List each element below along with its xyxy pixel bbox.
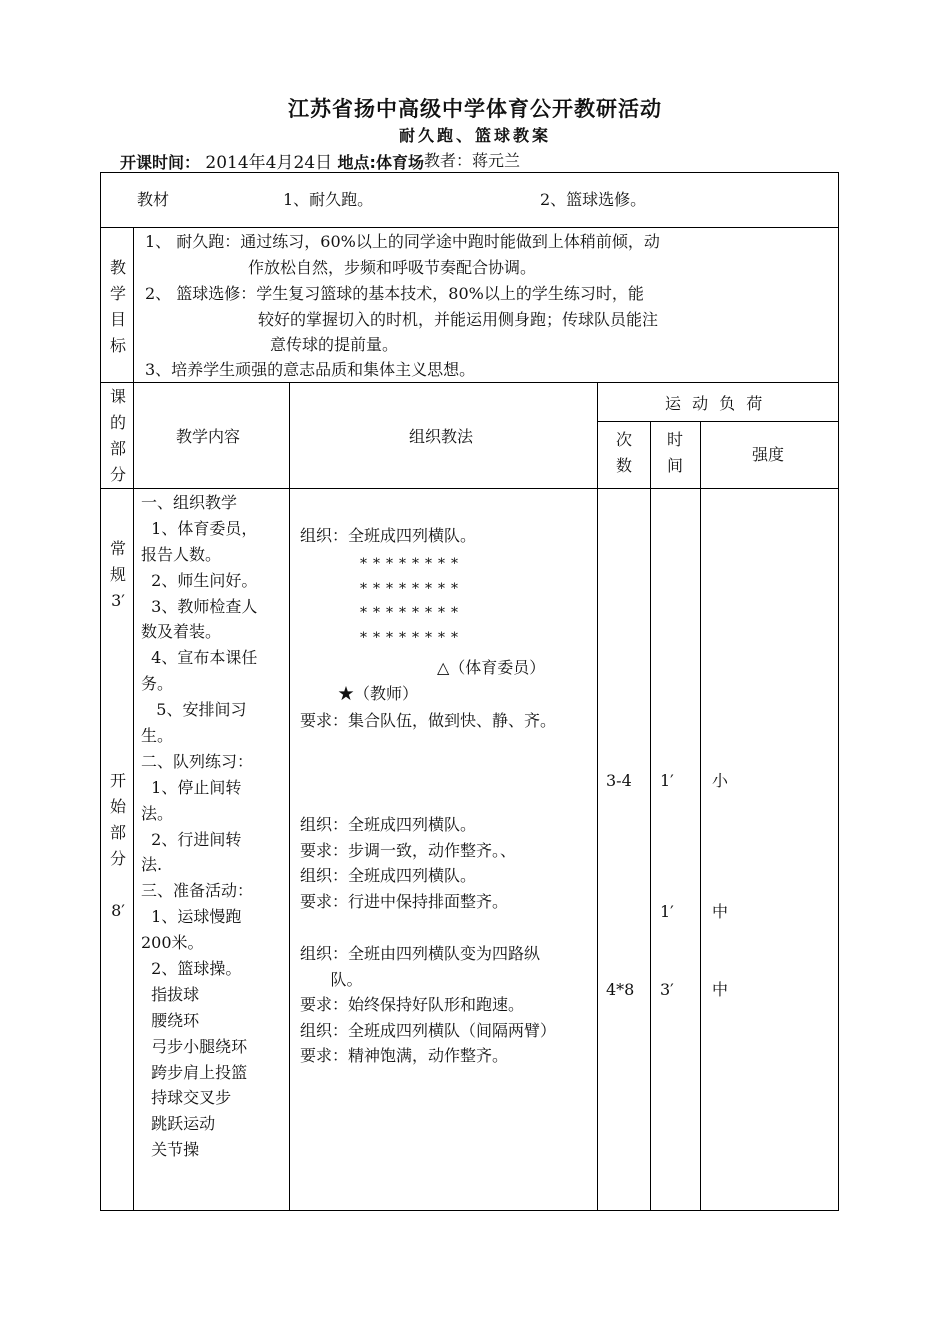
formation-req: 要求：集合队伍，做到快、静、齐。 <box>300 711 557 730</box>
material-item-1: 1、耐久跑。 <box>283 190 374 209</box>
warmup-line: 组织：全班成四列横队（间隔两臂） <box>300 1020 557 1040</box>
monitor-mark: △（体育委员） <box>437 658 546 677</box>
content-line: 数及着装。 <box>141 622 222 642</box>
teacher-name: 教者：蒋元兰 <box>423 151 520 170</box>
lesson-date: 2014年4月24日 <box>205 153 333 173</box>
objective-line-6: 3、培养学生顽强的意志品质和集体主义思想。 <box>145 360 476 379</box>
drill-line: 组织：全班成四列横队。 <box>300 866 477 885</box>
objective-line-2: 作放松自然，步频和呼吸节奏配合协调。 <box>248 258 537 277</box>
part-header-text: 课的部分 <box>109 387 126 484</box>
content-line: 关节操 <box>141 1140 200 1160</box>
content-line: 1、运球慢跑 <box>141 907 242 927</box>
load-times: 3-4 <box>606 771 632 790</box>
method-header: 组织教法 <box>409 427 474 446</box>
content-line: 务。 <box>141 674 174 694</box>
times-header-text: 次数 <box>615 430 632 475</box>
objective-line-4: 较好的掌握切入的时机，并能运用侧身跑；传球队员能注 <box>258 310 659 329</box>
content-line: 2、师生问好。 <box>141 570 258 590</box>
content-line: 3、教师检查人 <box>141 596 258 616</box>
content-line: 生。 <box>141 726 174 746</box>
part-routine-text: 常规3′ <box>109 539 126 610</box>
content-line: 1、停止间转 <box>141 777 242 797</box>
objectives-label <box>103 255 133 359</box>
star-row: ******** <box>360 605 464 621</box>
drill-line: 要求：步调一致，动作整齐。、 <box>300 840 517 860</box>
warmup-line: 队。 <box>300 969 363 989</box>
content-line: 弓步小腿绕环 <box>141 1036 248 1056</box>
objective-line-5: 意传球的提前量。 <box>270 335 399 354</box>
load-intensity: 中 <box>712 902 729 921</box>
content-line: 200米。 <box>141 933 204 953</box>
load-intensity: 中 <box>712 980 729 999</box>
load-duration: 1′ <box>660 902 674 921</box>
warmup-notes <box>300 941 556 1069</box>
material-label: 教材 <box>137 190 170 209</box>
warmup-line: 要求：精神饱满，动作整齐。 <box>300 1046 509 1065</box>
intensity-header: 强度 <box>752 445 785 464</box>
part-start <box>103 768 133 872</box>
load-duration: 3′ <box>660 980 674 999</box>
content-line: 2、篮球操。 <box>141 959 242 979</box>
time-label: 开课时间： <box>120 153 201 172</box>
load-intensity: 小 <box>712 771 729 790</box>
part-duration-text: 8′ <box>111 901 125 920</box>
content-line: 二、队列练习： <box>141 751 254 771</box>
part-routine <box>103 536 133 614</box>
objective-line-1: 1、 耐久跑：通过练习，60%以上的同学途中跑时能做到上体稍前倾，动 <box>145 232 660 251</box>
formation-stars <box>360 552 464 650</box>
document-title: 江苏省扬中高级中学体育公开教研活动 <box>288 97 662 121</box>
content-line: 一、组织教学 <box>141 493 238 512</box>
star-row: ******** <box>360 629 464 646</box>
teacher-mark: ★（教师） <box>338 684 419 703</box>
objective-line-3: 2、 篮球选修：学生复习篮球的基本技术，80%以上的学生练习时，能 <box>145 284 644 303</box>
objectives-label-text: 教学目标 <box>109 258 126 355</box>
drill-line: 要求：行进中保持排面整齐。 <box>300 891 509 911</box>
content-line: 指拔球 <box>141 984 200 1004</box>
content-line: 持球交叉步 <box>141 1088 232 1108</box>
content-line: 4、宣布本课任 <box>141 648 258 668</box>
duration-header <box>660 427 690 479</box>
document-subtitle: 耐久跑、篮球教案 <box>398 126 551 145</box>
content-line: 法。 <box>141 803 174 823</box>
content-line: 5、安排间习 <box>141 700 247 720</box>
drill-notes <box>300 812 516 914</box>
load-header: 运 动 负 荷 <box>665 394 766 413</box>
times-header <box>609 427 639 479</box>
content-line: 三、准备活动： <box>141 881 254 901</box>
content-line: 跨步肩上投篮 <box>141 1062 248 1082</box>
part-duration <box>103 898 133 924</box>
content-line: 2、行进间转 <box>141 829 242 849</box>
content-list <box>141 490 287 1163</box>
content-line: 1、体育委员， <box>141 518 258 538</box>
place-label: 地点:体育场 <box>337 153 424 172</box>
drill-line: 组织：全班成四列横队。 <box>300 815 477 834</box>
warmup-line: 要求：始终保持好队形和跑速。 <box>300 995 525 1014</box>
content-line: 法. <box>141 855 163 875</box>
load-duration: 1′ <box>660 771 674 790</box>
load-times: 4*8 <box>606 980 635 999</box>
content-line: 跳跃运动 <box>141 1114 216 1134</box>
content-line: 报告人数。 <box>141 544 222 564</box>
content-header: 教学内容 <box>176 427 241 446</box>
star-row: ******** <box>360 556 464 572</box>
part-start-text: 开始部分 <box>109 771 126 868</box>
content-line: 腰绕环 <box>141 1010 200 1030</box>
star-row: ******** <box>360 580 464 597</box>
warmup-line: 组织：全班由四列横队变为四路纵 <box>300 944 541 963</box>
part-header <box>103 384 133 488</box>
formation-org: 组织：全班成四列横队。 <box>300 526 477 545</box>
duration-header-text: 时间 <box>666 430 683 475</box>
material-item-2: 2、篮球选修。 <box>540 190 647 209</box>
